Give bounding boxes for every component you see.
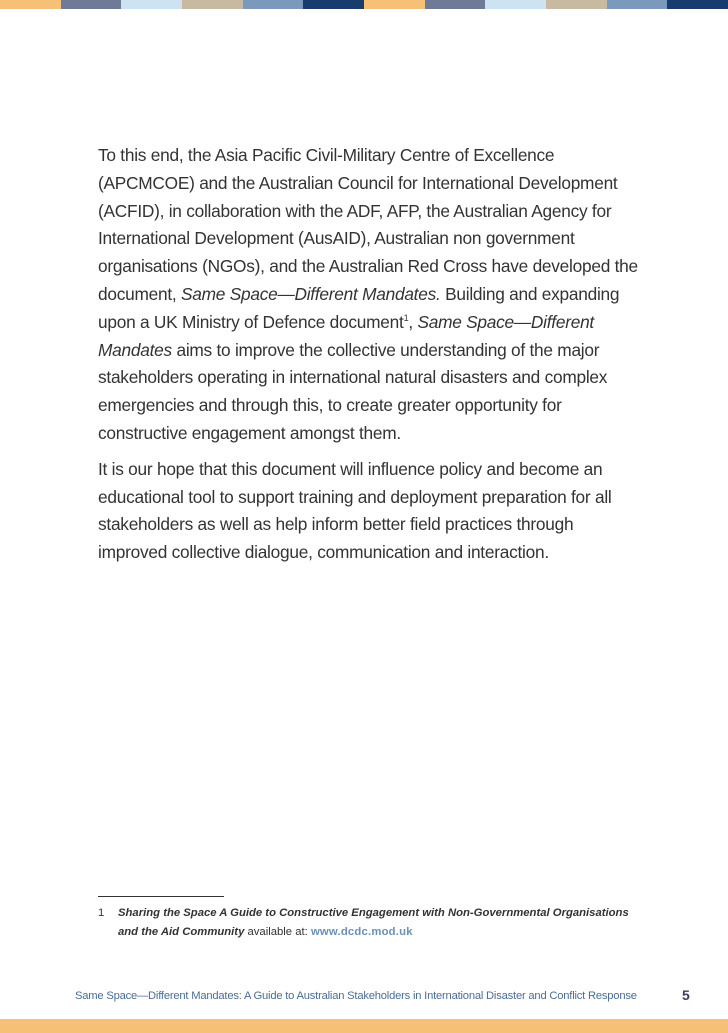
- footnote-available-text: available at:: [244, 926, 311, 938]
- main-body-text: [98, 142, 638, 575]
- stripe-segment: [364, 0, 425, 9]
- p1-text-4: aims to improve the collective understanding of the major stakeholders operating in international natural disasters and complex emergencies and through this, to create greater opportunity for constructive engagement amongst them.: [98, 339, 608, 443]
- footnote-link[interactable]: www.dcdc.mod.uk: [310, 926, 413, 938]
- p1-text-2: Building and expanding upon a UK Ministry of Defence document: [98, 283, 620, 332]
- p1-title-italic-2: Same Space—Different Mandates: [98, 311, 594, 360]
- p1-title-italic-1: Same Space—Different Mandates.: [181, 283, 441, 304]
- stripe-segment: [182, 0, 243, 9]
- stripe-segment: [61, 0, 122, 9]
- footnote-title: Sharing the Space A Guide to Constructive Engagement with Non-Governmental Organisations and the Aid Community: [118, 907, 629, 938]
- p1-text-3: ,: [408, 311, 418, 332]
- paragraph-2: It is our hope that this document will influence policy and become an educational tool to support training and deployment preparation for all stakeholders as well as help inform better field practices through improved collective dialogue, communication and interaction.: [98, 458, 612, 563]
- stripe-segment: [243, 0, 304, 9]
- footnote: [98, 904, 638, 942]
- running-footer-title: Same Space—Different Mandates: A Guide to Australian Stakeholders in International Disaster and Conflict Response: [75, 990, 637, 1002]
- stripe-segment: [485, 0, 546, 9]
- stripe-segment: [121, 0, 182, 9]
- stripe-segment: [607, 0, 668, 9]
- bottom-color-stripe: [0, 1019, 728, 1033]
- stripe-segment: [425, 0, 486, 9]
- stripe-segment: [0, 0, 61, 9]
- footnote-body: [118, 904, 638, 942]
- top-color-stripe: [0, 0, 728, 9]
- page-number: 5: [682, 987, 690, 1003]
- stripe-segment: [303, 0, 364, 9]
- stripe-segment: [667, 0, 728, 9]
- paragraph-1: [98, 142, 638, 448]
- footnote-marker[interactable]: 1: [403, 312, 409, 323]
- footnote-divider: [98, 896, 224, 897]
- footnote-number: 1: [98, 907, 105, 919]
- stripe-segment: [546, 0, 607, 9]
- p1-text-1: To this end, the Asia Pacific Civil-Military Centre of Excellence (APCMCOE) and the Australian Council for International Development (ACFID), in collaboration with the ADF, AFP, the Australian Agency for International Development (AusAID), Australian non government organisations (NGOs), and the Australian Red Cross have developed the document,: [98, 145, 638, 304]
